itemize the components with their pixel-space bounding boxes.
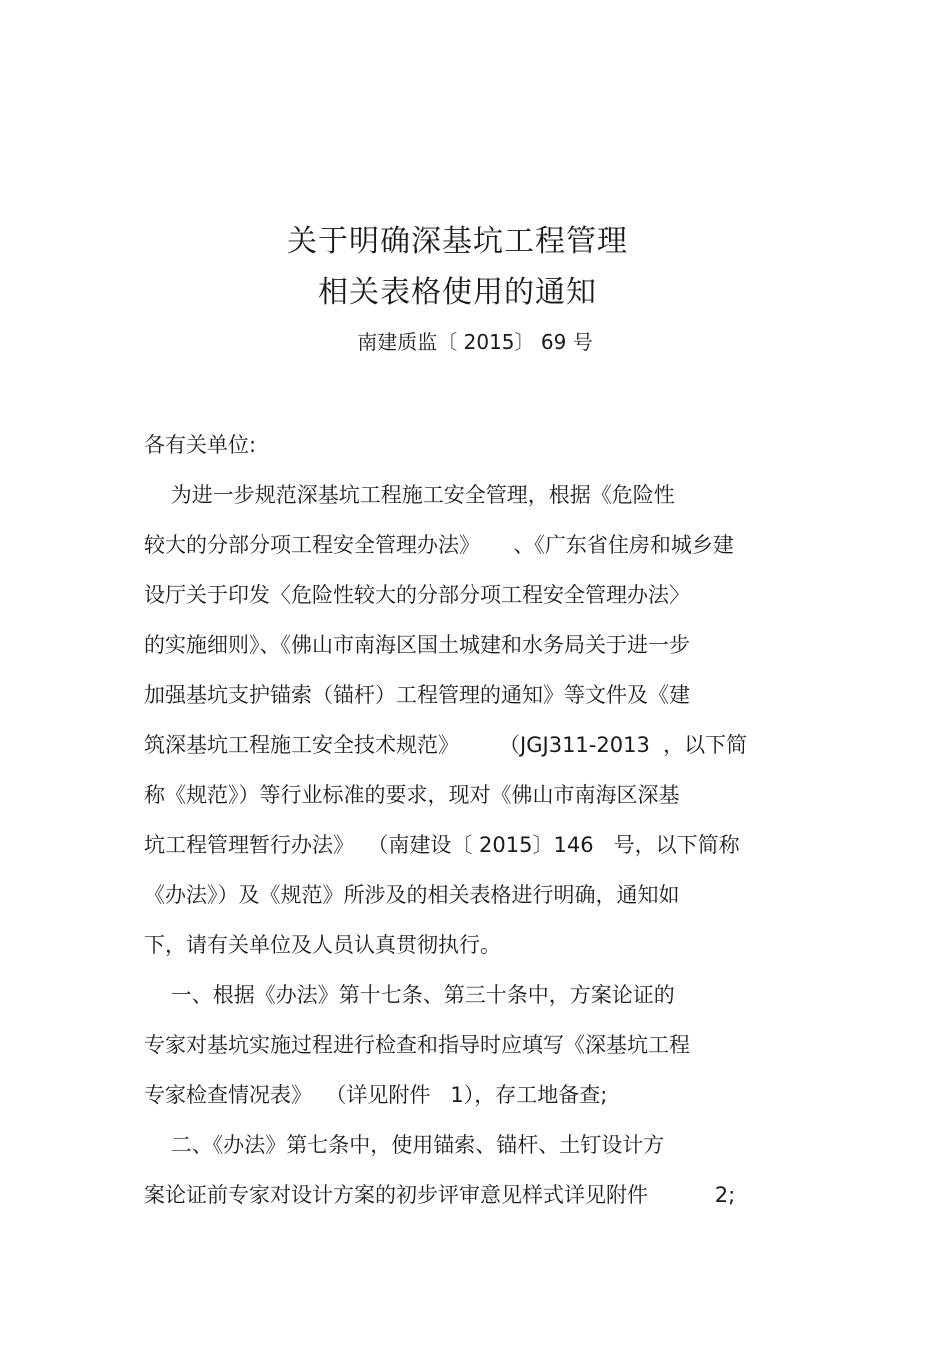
body-line: 设厅关于印发〈危险性较大的分部分项工程安全管理办法〉 (144, 583, 690, 607)
body-line: 筑深基坑工程施工安全技术规范》 （JGJ311-2013 ，以下简 (144, 733, 748, 757)
body-line: 称《规范》）等行业标准的要求，现对《佛山市南海区深基 (144, 783, 680, 807)
body-line: 下，请有关单位及人员认真贯彻执行。 (144, 933, 501, 957)
document-title-line-2: 相关表格使用的通知 (318, 275, 597, 310)
body-line: 加强基坑支护锚索（锚杆）工程管理的通知》等文件及《建 (144, 683, 690, 707)
salutation: 各有关单位: (144, 433, 257, 457)
body-line: 一、根据《办法》第十七条、第三十条中，方案论证的 (144, 983, 675, 1007)
body-line: 专家对基坑实施过程进行检查和指导时应填写《深基坑工程 (144, 1033, 690, 1057)
body-line: 专家检查情况表》 （详见附件 1），存工地备查; (144, 1083, 608, 1107)
body-line: 较大的分部分项工程安全管理办法》 、《广东省住房和城乡建 (144, 533, 734, 557)
document-number: 南建质监〔 2015〕 69 号 (357, 330, 593, 354)
body-line: 案论证前专家对设计方案的初步评审意见样式详见附件 2; (144, 1183, 736, 1207)
body-line: 为进一步规范深基坑工程施工安全管理，根据《危险性 (144, 483, 675, 507)
body-line: 坑工程管理暂行办法》 （南建设〔 2015〕146 号，以下简称 (144, 833, 740, 857)
body-line: 《办法》）及《规范》所涉及的相关表格进行明确，通知如 (144, 883, 680, 907)
body-line: 二、《办法》第七条中，使用锚索、锚杆、土钉设计方 (144, 1133, 665, 1157)
body-line: 的实施细则》、《佛山市南海区国土城建和水务局关于进一步 (144, 633, 690, 657)
document-title-line-1: 关于明确深基坑工程管理 (287, 224, 628, 259)
